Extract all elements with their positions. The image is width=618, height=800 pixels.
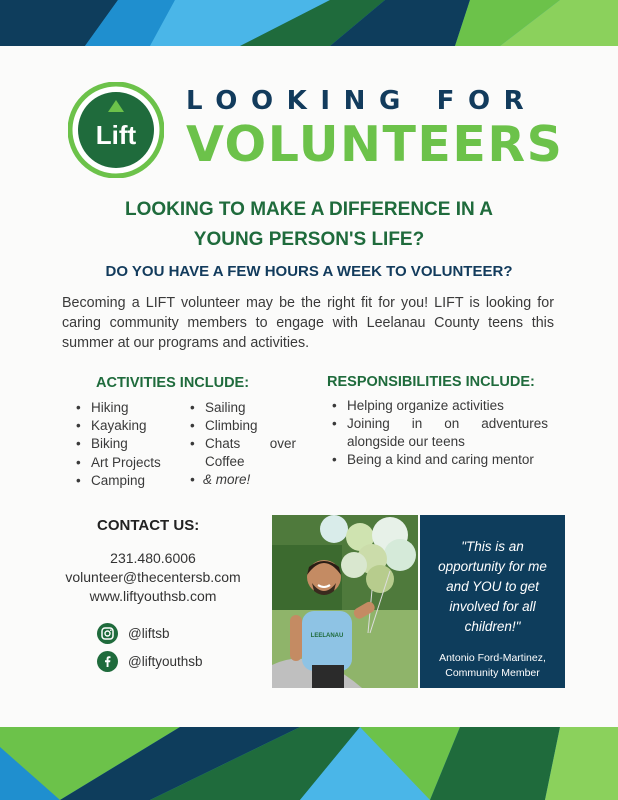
list-item: • Art Projects	[76, 454, 176, 472]
lift-logo	[68, 82, 164, 178]
quote-text: "This is an opportunity for me and YOU to get involved for all children!"	[438, 539, 547, 634]
list-item: • Sailing	[190, 399, 296, 417]
list-item: • Hiking	[76, 399, 176, 417]
list-item: • Kayaking	[76, 417, 176, 435]
list-item: • Being a kind and caring mentor	[332, 451, 548, 469]
instagram-handle: @liftsb	[128, 625, 170, 641]
instagram-icon	[97, 623, 118, 644]
facebook-icon	[97, 651, 118, 672]
title-looking-for: LOOKING FOR	[186, 86, 538, 116]
list-item: • Joining in on adventures alongside our teens	[332, 415, 548, 451]
contact-website[interactable]: www.liftyouthsb.com	[89, 588, 217, 604]
instagram-link[interactable]	[97, 622, 169, 644]
headline	[0, 195, 618, 255]
list-item: • Climbing	[190, 417, 296, 435]
contact-phone[interactable]: 231.480.6006	[110, 550, 196, 566]
volunteer-photo	[272, 515, 418, 688]
intro-paragraph: Becoming a LIFT volunteer may be the right fit for you! LIFT is looking for caring community members to engage with Leelanau County teens this summer at our programs and activities.	[62, 295, 554, 351]
list-item: • Helping organize activities	[332, 397, 548, 415]
volunteer-question: DO YOU HAVE A FEW HOURS A WEEK TO VOLUNTEER?	[105, 263, 513, 280]
title-volunteers: VOLUNTEERS	[186, 116, 564, 173]
activities-list-2	[190, 399, 296, 489]
bottom-decorative-band	[0, 727, 618, 800]
facebook-handle: @liftyouthsb	[128, 653, 203, 669]
headline-line2: YOUNG PERSON'S LIFE?	[193, 229, 425, 250]
quote-box	[420, 515, 565, 688]
facebook-link[interactable]	[97, 650, 203, 672]
list-item: • Biking	[76, 435, 176, 453]
headline-line1: LOOKING TO MAKE A DIFFERENCE IN A	[124, 199, 494, 220]
list-item: • Camping	[76, 472, 176, 490]
activities-heading: ACTIVITIES INCLUDE:	[96, 375, 250, 391]
contact-heading: CONTACT US:	[97, 517, 200, 534]
list-item: • Chats over Coffee	[190, 435, 296, 471]
shirt-text: LEELANAU	[310, 633, 344, 639]
contact-email[interactable]: volunteer@thecentersb.com	[65, 569, 241, 585]
responsibilities-heading: RESPONSIBILITIES INCLUDE:	[327, 374, 535, 390]
top-decorative-band	[0, 0, 618, 46]
quote-author-role: Community Member	[445, 667, 540, 679]
responsibilities-list	[332, 397, 548, 469]
quote-author-name: Antonio Ford-Martinez,	[439, 652, 546, 664]
more-label: • & more!	[190, 471, 296, 489]
quote-author	[424, 651, 561, 681]
logo-text: Lift	[95, 120, 137, 150]
activities-list-1	[76, 399, 176, 490]
